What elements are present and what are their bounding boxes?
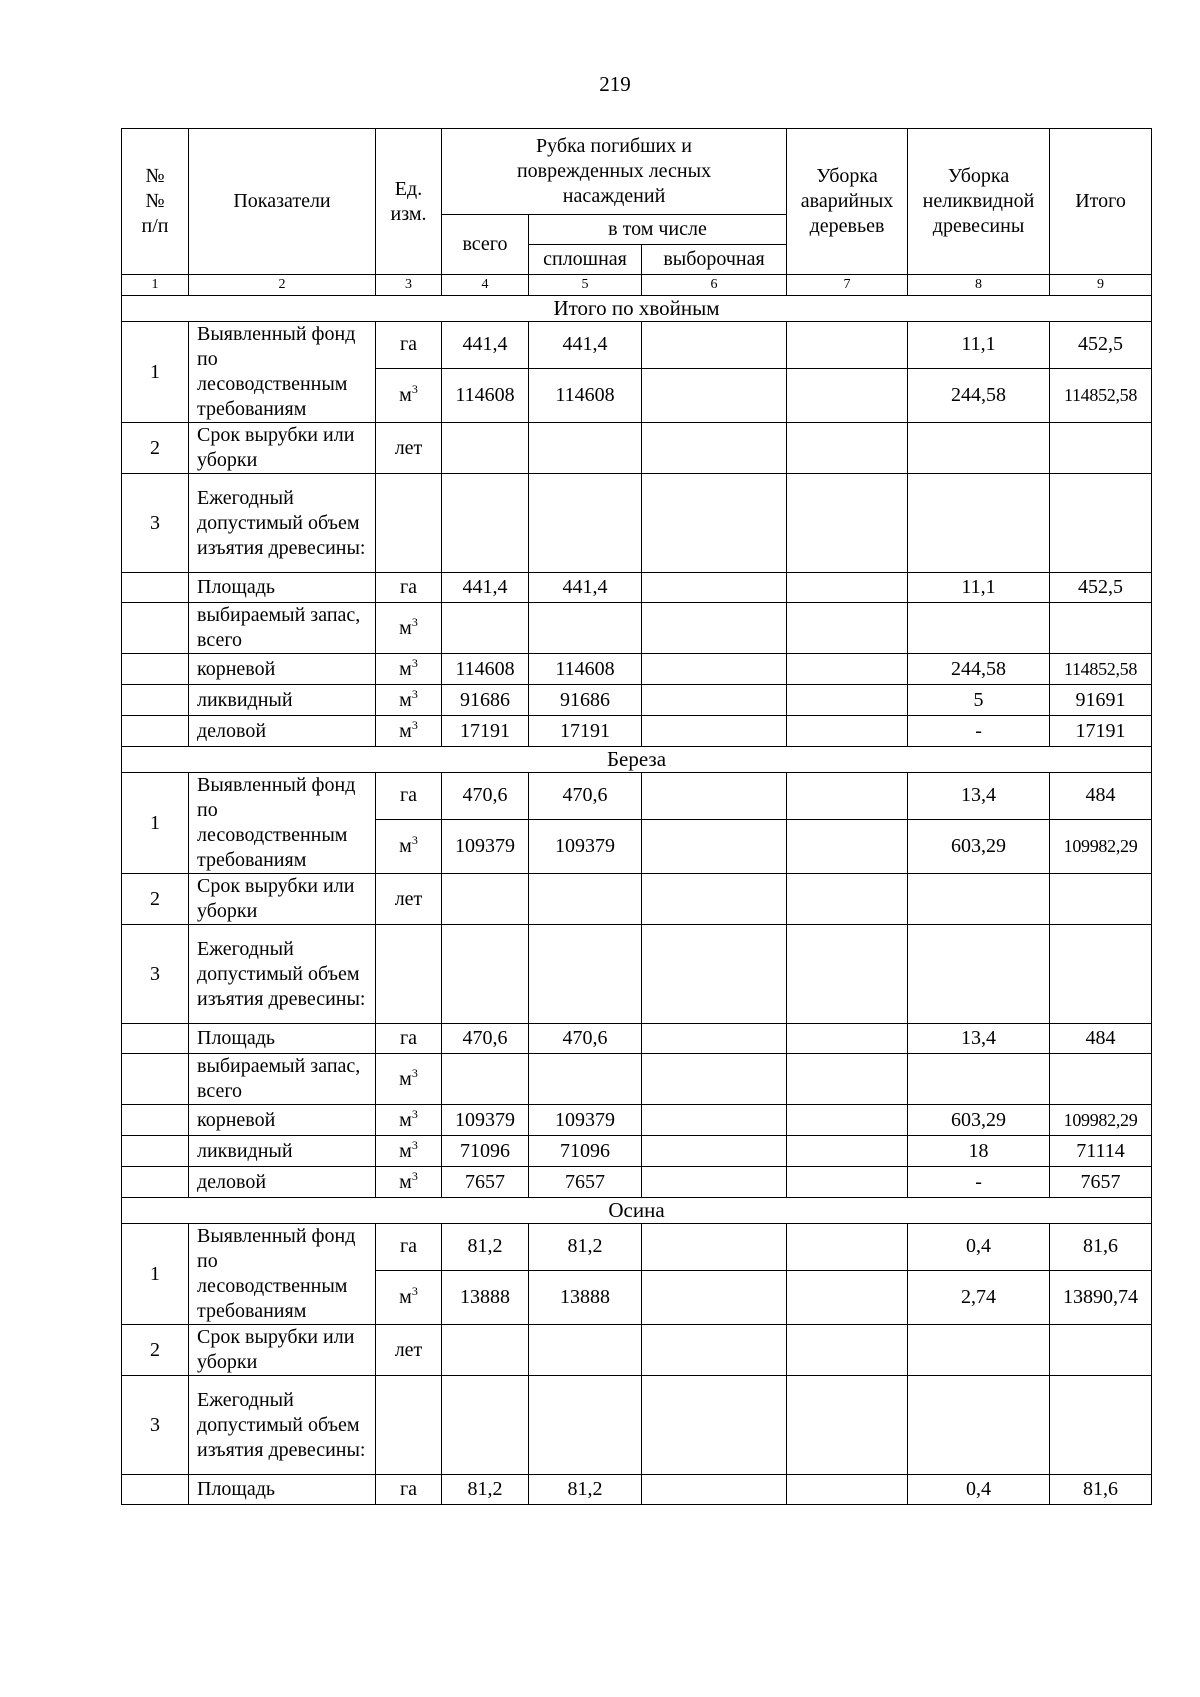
- table-row: [122, 1167, 1152, 1198]
- row-number: [122, 1475, 189, 1505]
- row-number: [122, 603, 189, 654]
- value-cell: [642, 603, 787, 654]
- table-row: [122, 654, 1152, 685]
- unit-cell: лет: [376, 1325, 442, 1376]
- value-cell: [642, 925, 787, 1024]
- value-cell: 17191: [442, 716, 529, 747]
- value-cell: [908, 603, 1050, 654]
- value-cell: [787, 1224, 908, 1271]
- row-label: Срок вырубки или уборки: [189, 1325, 376, 1376]
- value-cell: 81,2: [529, 1224, 642, 1271]
- table-row: [122, 1136, 1152, 1167]
- value-cell: [642, 1270, 787, 1324]
- value-cell: 470,6: [529, 773, 642, 820]
- row-label: корневой: [189, 654, 376, 685]
- value-cell: 81,2: [442, 1224, 529, 1271]
- value-cell: [642, 819, 787, 873]
- value-cell: 71096: [529, 1136, 642, 1167]
- section-title-row: [122, 1198, 1152, 1224]
- value-cell: [442, 874, 529, 925]
- row-label: Ежегодный допустимый объем изъятия древесины:: [189, 925, 376, 1024]
- value-cell: 484: [1050, 773, 1152, 820]
- unit-cell: $м^3$: [376, 603, 442, 654]
- value-cell: [787, 474, 908, 573]
- value-cell: [442, 925, 529, 1024]
- value-cell: [787, 773, 908, 820]
- value-cell: [642, 368, 787, 422]
- unit-cell: $м^3$: [376, 1054, 442, 1105]
- value-cell: [376, 474, 442, 573]
- unit-cell: $м^3$: [376, 1105, 442, 1136]
- value-cell: 91686: [529, 685, 642, 716]
- value-cell: [642, 1376, 787, 1475]
- page-number: 219: [599, 72, 631, 96]
- value-cell: 5: [908, 685, 1050, 716]
- section-title: Итого по хвойным: [122, 296, 1152, 322]
- value-cell: [442, 1325, 529, 1376]
- value-cell: 109982,29: [1050, 1105, 1152, 1136]
- row-label: выбираемый запас, всего: [189, 1054, 376, 1105]
- row-label: Выявленный фонд по лесоводственным требованиям: [189, 1224, 376, 1325]
- value-cell: [1050, 423, 1152, 474]
- forest-cutting-table: [121, 128, 1152, 1505]
- value-cell: 11,1: [908, 573, 1050, 603]
- column-number: 8: [908, 275, 1050, 296]
- table-row: [122, 1475, 1152, 1505]
- row-number: [122, 1136, 189, 1167]
- value-cell: 91691: [1050, 685, 1152, 716]
- value-cell: [642, 1024, 787, 1054]
- column-number: 1: [122, 275, 189, 296]
- value-cell: 13,4: [908, 1024, 1050, 1054]
- header-unit: Ед. изм.: [376, 129, 442, 275]
- column-number-row: [122, 275, 1152, 296]
- value-cell: 0,4: [908, 1224, 1050, 1271]
- table-row: [122, 573, 1152, 603]
- value-cell: 603,29: [908, 819, 1050, 873]
- row-label: Площадь: [189, 1024, 376, 1054]
- value-cell: [1050, 603, 1152, 654]
- value-cell: [642, 1475, 787, 1505]
- table-row: [122, 1105, 1152, 1136]
- row-label: деловой: [189, 1167, 376, 1198]
- value-cell: 452,5: [1050, 573, 1152, 603]
- row-label: Площадь: [189, 1475, 376, 1505]
- value-cell: [908, 1054, 1050, 1105]
- value-cell: [529, 423, 642, 474]
- value-cell: [787, 1024, 908, 1054]
- value-cell: [787, 819, 908, 873]
- value-cell: 2,74: [908, 1270, 1050, 1324]
- unit-cell: га: [376, 773, 442, 820]
- value-cell: [787, 1376, 908, 1475]
- table-row: [122, 1224, 1152, 1271]
- table-row: [122, 1024, 1152, 1054]
- value-cell: 109379: [529, 819, 642, 873]
- section-title: Осина: [122, 1198, 1152, 1224]
- unit-cell: $м^3$: [376, 716, 442, 747]
- header-nonliquid: Уборка неликвидной древесины: [908, 129, 1050, 275]
- value-cell: 13890,74: [1050, 1270, 1152, 1324]
- row-number: 3: [122, 925, 189, 1024]
- value-cell: [529, 1376, 642, 1475]
- header-indicators: Показатели: [189, 129, 376, 275]
- header-total-sub: всего: [442, 215, 529, 275]
- value-cell: [442, 1376, 529, 1475]
- unit-cell: га: [376, 322, 442, 369]
- value-cell: [787, 1475, 908, 1505]
- column-number: 3: [376, 275, 442, 296]
- value-cell: 441,4: [529, 573, 642, 603]
- row-number: 3: [122, 474, 189, 573]
- value-cell: [642, 1136, 787, 1167]
- unit-cell: лет: [376, 874, 442, 925]
- value-cell: [1050, 1054, 1152, 1105]
- value-cell: -: [908, 1167, 1050, 1198]
- value-cell: 470,6: [529, 1024, 642, 1054]
- header-grand-total: Итого: [1050, 129, 1152, 275]
- unit-cell: га: [376, 1224, 442, 1271]
- value-cell: [642, 773, 787, 820]
- row-label: Выявленный фонд по лесоводственным требованиям: [189, 322, 376, 423]
- value-cell: 18: [908, 1136, 1050, 1167]
- header-cutting: Рубка погибших и поврежденных лесных насаждений: [442, 129, 787, 215]
- value-cell: [442, 474, 529, 573]
- value-cell: [442, 1054, 529, 1105]
- value-cell: [642, 322, 787, 369]
- value-cell: [787, 716, 908, 747]
- value-cell: [787, 1054, 908, 1105]
- row-number: [122, 1105, 189, 1136]
- value-cell: [642, 474, 787, 573]
- value-cell: [787, 423, 908, 474]
- value-cell: [1050, 1376, 1152, 1475]
- table-row: [122, 773, 1152, 820]
- value-cell: 441,4: [529, 322, 642, 369]
- value-cell: [1050, 1325, 1152, 1376]
- row-number: 2: [122, 1325, 189, 1376]
- value-cell: [908, 925, 1050, 1024]
- value-cell: [787, 874, 908, 925]
- table-row: [122, 685, 1152, 716]
- table-row: [122, 716, 1152, 747]
- value-cell: [787, 1167, 908, 1198]
- value-cell: [908, 1325, 1050, 1376]
- value-cell: [787, 368, 908, 422]
- row-number: 3: [122, 1376, 189, 1475]
- value-cell: 603,29: [908, 1105, 1050, 1136]
- column-number: 2: [189, 275, 376, 296]
- row-number: [122, 1024, 189, 1054]
- value-cell: 452,5: [1050, 322, 1152, 369]
- unit-cell: лет: [376, 423, 442, 474]
- table-body: [122, 129, 1152, 1505]
- value-cell: [787, 603, 908, 654]
- value-cell: [908, 1376, 1050, 1475]
- header-including: в том числе: [529, 215, 787, 245]
- value-cell: [642, 1325, 787, 1376]
- value-cell: [787, 322, 908, 369]
- value-cell: [908, 423, 1050, 474]
- value-cell: [529, 1325, 642, 1376]
- header-emergency: Уборка аварийных деревьев: [787, 129, 908, 275]
- value-cell: [642, 1105, 787, 1136]
- value-cell: 81,6: [1050, 1475, 1152, 1505]
- value-cell: 109379: [442, 819, 529, 873]
- table-row: [122, 474, 1152, 573]
- value-cell: 7657: [442, 1167, 529, 1198]
- value-cell: 109379: [442, 1105, 529, 1136]
- value-cell: 81,2: [529, 1475, 642, 1505]
- value-cell: [787, 1270, 908, 1324]
- table-row: [122, 874, 1152, 925]
- unit-cell: га: [376, 573, 442, 603]
- value-cell: [529, 603, 642, 654]
- value-cell: 71096: [442, 1136, 529, 1167]
- row-label: Срок вырубки или уборки: [189, 874, 376, 925]
- row-label: корневой: [189, 1105, 376, 1136]
- value-cell: [642, 685, 787, 716]
- row-number: 2: [122, 423, 189, 474]
- row-label: ликвидный: [189, 1136, 376, 1167]
- value-cell: 114608: [529, 654, 642, 685]
- table-row: [122, 603, 1152, 654]
- row-number: [122, 654, 189, 685]
- row-number: [122, 1167, 189, 1198]
- section-title: Береза: [122, 747, 1152, 773]
- row-label: Ежегодный допустимый объем изъятия древесины:: [189, 474, 376, 573]
- row-number: 1: [122, 1224, 189, 1325]
- unit-cell: $м^3$: [376, 654, 442, 685]
- row-number: 1: [122, 773, 189, 874]
- value-cell: 17191: [529, 716, 642, 747]
- value-cell: [442, 603, 529, 654]
- value-cell: -: [908, 716, 1050, 747]
- value-cell: [529, 874, 642, 925]
- unit-cell: $м^3$: [376, 819, 442, 873]
- value-cell: 17191: [1050, 716, 1152, 747]
- table-row: [122, 322, 1152, 369]
- value-cell: [787, 573, 908, 603]
- unit-cell: $м^3$: [376, 1270, 442, 1324]
- value-cell: [787, 1136, 908, 1167]
- column-number: 9: [1050, 275, 1152, 296]
- column-number: 5: [529, 275, 642, 296]
- value-cell: [908, 474, 1050, 573]
- value-cell: [642, 423, 787, 474]
- value-cell: [1050, 925, 1152, 1024]
- value-cell: 470,6: [442, 1024, 529, 1054]
- value-cell: 13888: [442, 1270, 529, 1324]
- value-cell: 441,4: [442, 573, 529, 603]
- value-cell: 441,4: [442, 322, 529, 369]
- unit-cell: $м^3$: [376, 1136, 442, 1167]
- unit-cell: га: [376, 1475, 442, 1505]
- value-cell: [642, 654, 787, 685]
- table-row: [122, 1325, 1152, 1376]
- value-cell: [642, 716, 787, 747]
- value-cell: 81,6: [1050, 1224, 1152, 1271]
- row-label: выбираемый запас, всего: [189, 603, 376, 654]
- table-row: [122, 423, 1152, 474]
- row-number: [122, 685, 189, 716]
- value-cell: 484: [1050, 1024, 1152, 1054]
- unit-cell: $м^3$: [376, 685, 442, 716]
- row-label: Срок вырубки или уборки: [189, 423, 376, 474]
- value-cell: 81,2: [442, 1475, 529, 1505]
- header-selective: выборочная: [642, 245, 787, 275]
- value-cell: [642, 1054, 787, 1105]
- value-cell: 109982,29: [1050, 819, 1152, 873]
- value-cell: 114608: [529, 368, 642, 422]
- row-label: ликвидный: [189, 685, 376, 716]
- value-cell: 114608: [442, 654, 529, 685]
- value-cell: 13888: [529, 1270, 642, 1324]
- value-cell: [787, 925, 908, 1024]
- value-cell: 114608: [442, 368, 529, 422]
- value-cell: 7657: [529, 1167, 642, 1198]
- section-title-row: [122, 296, 1152, 322]
- value-cell: [787, 685, 908, 716]
- value-cell: [376, 925, 442, 1024]
- row-label: деловой: [189, 716, 376, 747]
- value-cell: [442, 423, 529, 474]
- value-cell: 470,6: [442, 773, 529, 820]
- value-cell: 13,4: [908, 773, 1050, 820]
- value-cell: [787, 654, 908, 685]
- value-cell: [642, 1224, 787, 1271]
- value-cell: [376, 1376, 442, 1475]
- table-row: [122, 1376, 1152, 1475]
- value-cell: 244,58: [908, 654, 1050, 685]
- value-cell: 0,4: [908, 1475, 1050, 1505]
- value-cell: 244,58: [908, 368, 1050, 422]
- value-cell: [787, 1105, 908, 1136]
- column-number: 6: [642, 275, 787, 296]
- value-cell: 71114: [1050, 1136, 1152, 1167]
- row-number: [122, 573, 189, 603]
- value-cell: [1050, 474, 1152, 573]
- value-cell: [1050, 874, 1152, 925]
- value-cell: [642, 573, 787, 603]
- value-cell: [642, 874, 787, 925]
- row-number: [122, 1054, 189, 1105]
- value-cell: [787, 1325, 908, 1376]
- row-number: 1: [122, 322, 189, 423]
- row-number: [122, 716, 189, 747]
- unit-cell: $м^3$: [376, 1167, 442, 1198]
- table-row: [122, 925, 1152, 1024]
- value-cell: 109379: [529, 1105, 642, 1136]
- value-cell: [529, 474, 642, 573]
- value-cell: 11,1: [908, 322, 1050, 369]
- header-solid: сплошная: [529, 245, 642, 275]
- table-row: [122, 1054, 1152, 1105]
- value-cell: [529, 1054, 642, 1105]
- row-number: 2: [122, 874, 189, 925]
- unit-cell: га: [376, 1024, 442, 1054]
- header-num: № № п/п: [122, 129, 189, 275]
- value-cell: [908, 874, 1050, 925]
- value-cell: 114852,58: [1050, 368, 1152, 422]
- column-number: 7: [787, 275, 908, 296]
- unit-cell: $м^3$: [376, 368, 442, 422]
- value-cell: 114852,58: [1050, 654, 1152, 685]
- value-cell: 7657: [1050, 1167, 1152, 1198]
- value-cell: 91686: [442, 685, 529, 716]
- row-label: Выявленный фонд по лесоводственным требованиям: [189, 773, 376, 874]
- section-title-row: [122, 747, 1152, 773]
- value-cell: [642, 1167, 787, 1198]
- row-label: Площадь: [189, 573, 376, 603]
- row-label: Ежегодный допустимый объем изъятия древесины:: [189, 1376, 376, 1475]
- column-number: 4: [442, 275, 529, 296]
- value-cell: [529, 925, 642, 1024]
